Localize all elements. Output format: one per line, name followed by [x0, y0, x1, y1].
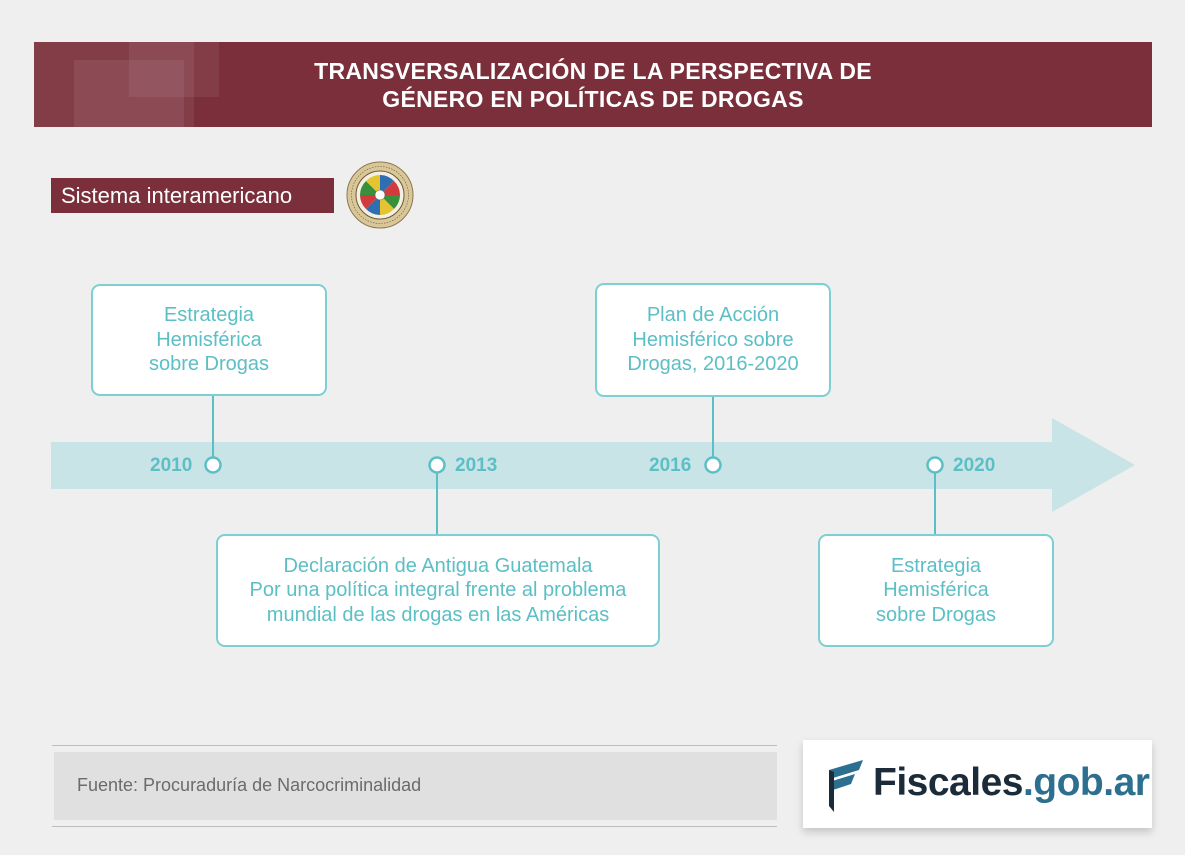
- event-text-line: Hemisférica: [883, 579, 989, 602]
- event-text-line: Estrategia: [890, 554, 982, 577]
- event-text-line: Estrategia: [163, 304, 255, 327]
- event-text-line: Hemisférica: [156, 328, 262, 351]
- year-label-2020: 2020: [953, 455, 996, 476]
- timeline-node-2020: [928, 458, 943, 473]
- event-text-line: sobre Drogas: [148, 353, 270, 376]
- event-text-line: Plan de Acción: [646, 304, 780, 327]
- title-line-2: GÉNERO EN POLÍTICAS DE DROGAS: [382, 86, 804, 112]
- timeline-node-2013: [430, 458, 445, 473]
- title-line-1: TRANSVERSALIZACIÓN DE LA PERSPECTIVA DE: [314, 58, 872, 84]
- event-text-line: Hemisférico sobre: [632, 328, 794, 351]
- logo-text-domain: .gob.ar: [1022, 761, 1150, 804]
- logo-wordmark: [873, 760, 1149, 806]
- timeline-node-2016: [706, 458, 721, 473]
- year-label-2013: 2013: [455, 455, 498, 476]
- event-text-line: sobre Drogas: [875, 603, 997, 626]
- source-box: [52, 745, 777, 827]
- event-card-2010: [91, 284, 327, 396]
- event-text-line: mundial de las drogas en las Américas: [266, 603, 610, 626]
- event-card-2020: [818, 534, 1054, 647]
- section-tag: Sistema interamericano: [51, 178, 334, 213]
- logo-text-fiscales: Fiscales: [873, 761, 1023, 804]
- event-text-line: Declaración de Antigua Guatemala: [283, 554, 593, 577]
- fiscales-logo[interactable]: [803, 740, 1152, 828]
- year-label-2010: 2010: [150, 455, 193, 476]
- event-text-line: Drogas, 2016-2020: [627, 353, 799, 376]
- fiscales-flag-icon: [829, 760, 865, 812]
- timeline-node-2010: [206, 458, 221, 473]
- event-card-2013: [216, 534, 660, 647]
- year-label-2016: 2016: [649, 455, 692, 476]
- source-text: Fuente: Procuraduría de Narcocriminalidad: [54, 752, 777, 820]
- event-text-line: Por una política integral frente al problema: [249, 579, 627, 602]
- event-card-2016: [595, 283, 831, 397]
